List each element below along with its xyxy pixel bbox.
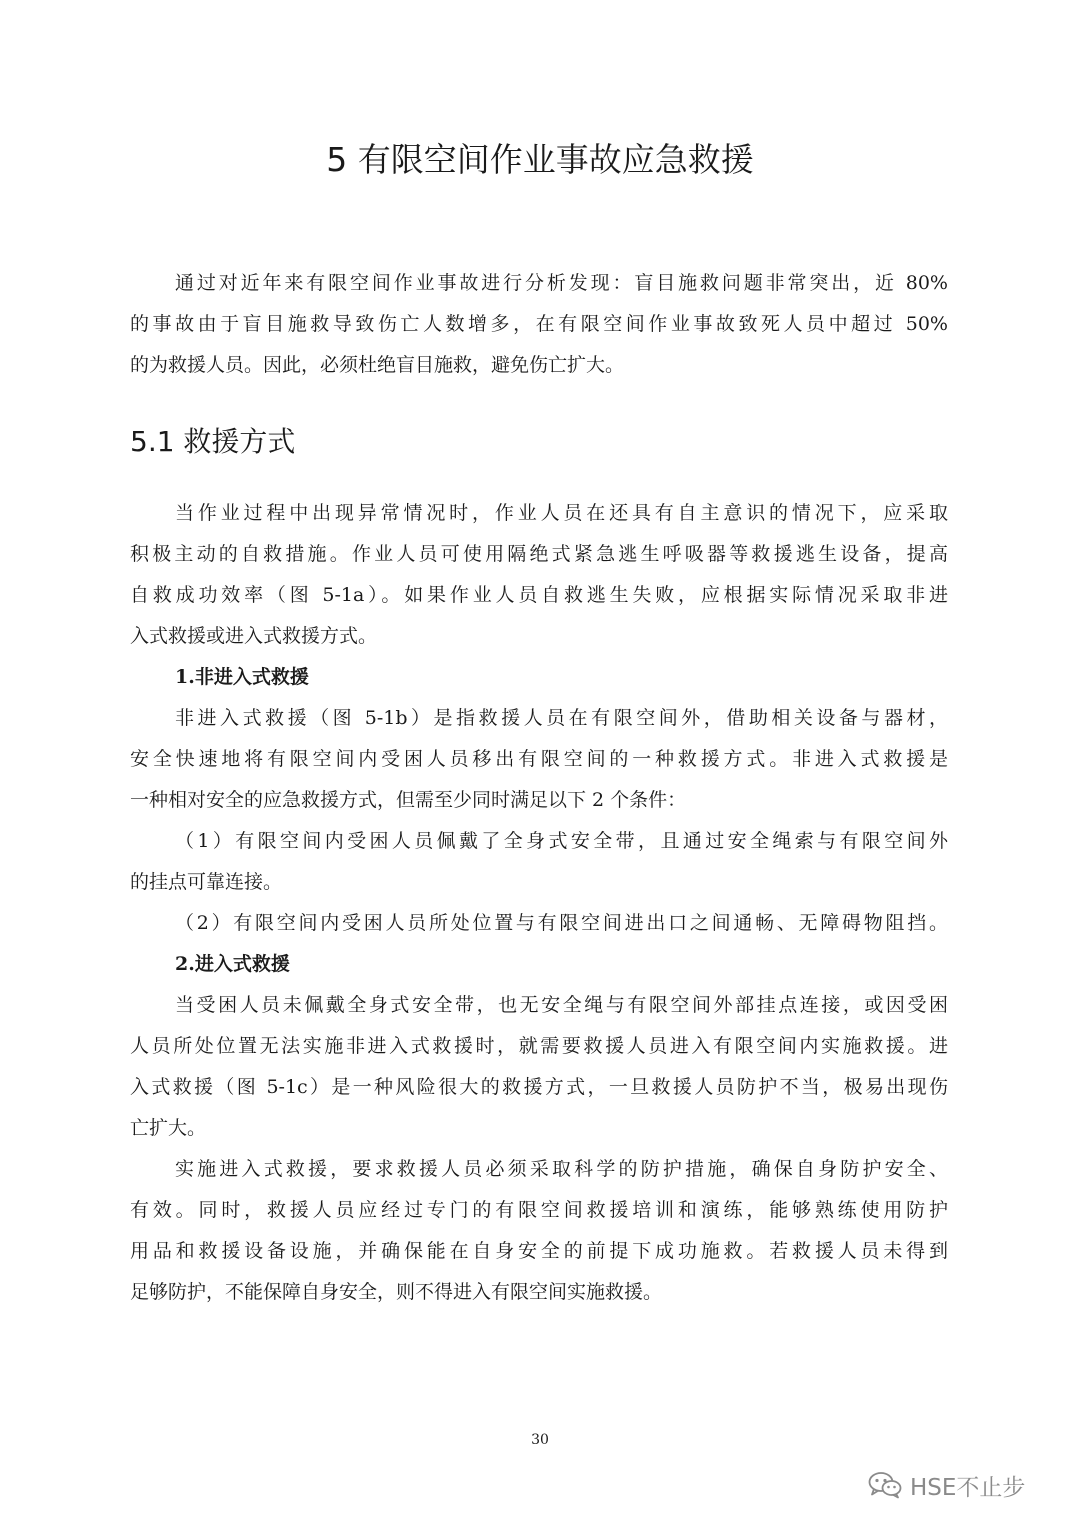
rescue-methods-paragraph	[130, 493, 948, 1313]
condition-1-line: 的挂点可靠连接。	[130, 871, 283, 893]
text-line: 用品和救援设备设施，并确保能在自身安全的前提下成功施救。若救援人员未得到	[130, 1240, 948, 1262]
text-line: 人员所处位置无法实施非进入式救援时，就需要救援人员进入有限空间内实施救援。进	[130, 1035, 948, 1057]
text-line: 当受困人员未佩戴全身式安全带，也无安全绳与有限空间外部挂点连接，或因受困	[175, 994, 948, 1016]
text-line: 自救成功效率（图 5-1a）。如果作业人员自救逃生失败，应根据实际情况采取非进	[130, 584, 948, 606]
page-number: 30	[531, 1432, 549, 1448]
text-line: 一种相对安全的应急救援方式，但需至少同时满足以下 2 个条件：	[130, 789, 687, 811]
text-line: 亡扩大。	[130, 1117, 207, 1139]
watermark	[868, 1465, 1025, 1505]
text-line: 的事故由于盲目施救导致伤亡人数增多，在有限空间作业事故致死人员中超过 50%	[130, 313, 948, 335]
text-line: 安全快速地将有限空间内受困人员移出有限空间的一种救援方式。非进入式救援是	[130, 748, 948, 770]
text-line: 通过对近年来有限空间作业事故进行分析发现：盲目施救问题非常突出，近 80%	[175, 272, 948, 294]
chapter-title: 5 有限空间作业事故应急救援	[326, 140, 754, 179]
text-line: 实施进入式救援，要求救援人员必须采取科学的防护措施，确保自身防护安全、	[175, 1158, 948, 1180]
text-line: 入式救援或进入式救援方式。	[130, 625, 378, 647]
condition-2-line: （2）有限空间内受困人员所处位置与有限空间进出口之间通畅、无障碍物阻挡。	[175, 912, 948, 934]
text-line: 足够防护，不能保障自身安全，则不得进入有限空间实施救援。	[130, 1281, 663, 1303]
text-line: 的为救援人员。因此，必须杜绝盲目施救，避免伤亡扩大。	[130, 354, 625, 376]
watermark-text: HSE不止步	[910, 1474, 1026, 1501]
text-line: 入式救援（图 5-1c）是一种风险很大的救援方式，一旦救援人员防护不当，极易出现伤	[130, 1076, 948, 1098]
intro-paragraph	[130, 263, 948, 386]
subheading-non-entry: 1.非进入式救援	[175, 666, 309, 688]
section-title: 5.1 救援方式	[130, 425, 296, 458]
condition-1-line: （1）有限空间内受困人员佩戴了全身式安全带，且通过安全绳索与有限空间外	[175, 830, 948, 852]
wechat-icon	[868, 1471, 902, 1499]
text-line: 非进入式救援（图 5-1b）是指救援人员在有限空间外，借助相关设备与器材，	[175, 707, 948, 729]
text-line: 积极主动的自救措施。作业人员可使用隔绝式紧急逃生呼吸器等救援逃生设备，提高	[130, 543, 948, 565]
subheading-entry: 2.进入式救援	[175, 953, 290, 975]
text-line: 有效。同时，救援人员应经过专门的有限空间救援培训和演练，能够熟练使用防护	[130, 1199, 948, 1221]
text-line: 当作业过程中出现异常情况时，作业人员在还具有自主意识的情况下，应采取	[175, 502, 948, 524]
